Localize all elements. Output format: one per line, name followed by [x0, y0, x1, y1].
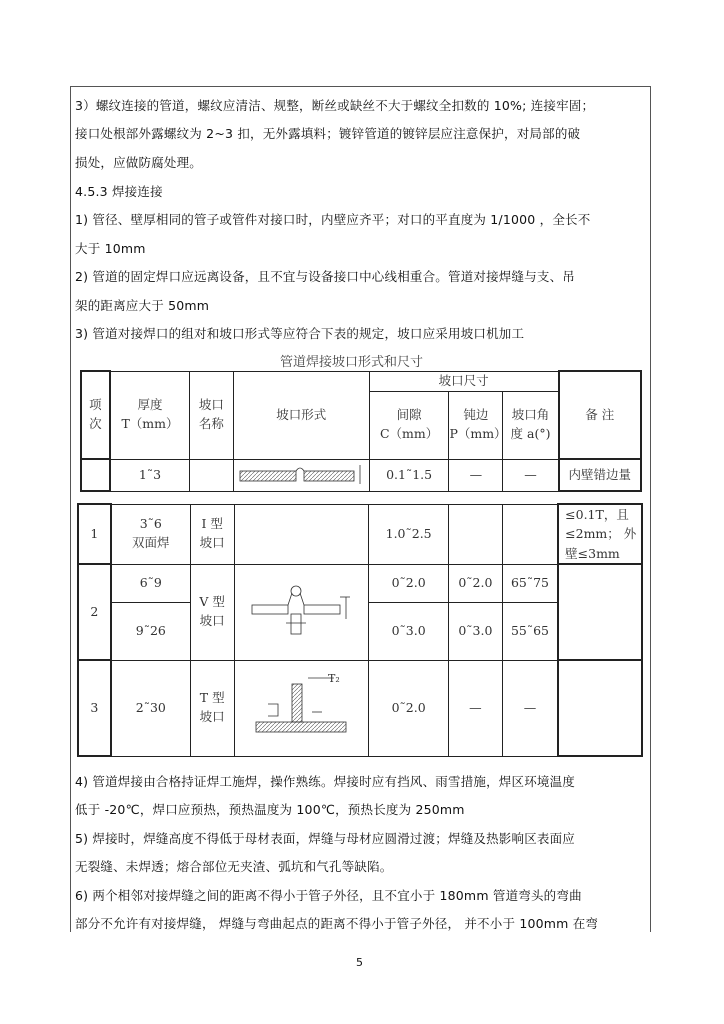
groove-table-body [77, 503, 643, 757]
paragraph-line: 无裂缝、未焊透；熔合部位无夹渣、弧坑和气孔等缺陷。 [75, 859, 393, 874]
t2-label: T₂ [328, 672, 341, 686]
header-item: 项 次 [81, 371, 110, 459]
row1-thickness: 3˜6 双面焊 [111, 504, 191, 564]
row2b-gap: 0˜3.0 [369, 602, 449, 660]
row2-remark [558, 564, 642, 660]
row0-groove-diagram [233, 459, 369, 491]
row1-index: 1 [78, 504, 111, 564]
row1-angle [502, 504, 558, 564]
header-thickness: 厚度 T（mm） [110, 371, 190, 459]
row1-groove-diagram [234, 504, 369, 564]
row2-groove-diagram [234, 564, 369, 660]
paragraph-line: 损处，应做防腐处理。 [75, 155, 203, 170]
paragraph-line: 1) 管径、壁厚相同的管子或管件对接口时，内壁应齐平；对口的平直度为 1/1000 ，全长不 [75, 212, 591, 227]
table-caption: 管道焊接坡口形式和尺寸 [280, 355, 424, 370]
paragraph-line: 接口处根部外露螺纹为 2~3 扣，无外露填料；镀锌管道的镀锌层应注意保护，对局部的破 [75, 126, 581, 141]
row0-gap: 0.1˜1.5 [369, 459, 449, 491]
header-groove-name: 坡口 名称 [190, 371, 234, 459]
header-groove-size: 坡口尺寸 [369, 371, 558, 391]
row3-blunt: — [448, 660, 502, 756]
row2a-angle: 65˜75 [502, 564, 558, 602]
paragraph-line: 架的距离应大于 50mm [75, 298, 210, 313]
row2b-thickness: 9˜26 [111, 602, 191, 660]
row1-name: I 型 坡口 [190, 504, 234, 564]
row0-blunt: — [449, 459, 503, 491]
paragraph-line: 5) 焊接时，焊缝高度不得低于母材表面，焊缝与母材应圆滑过渡；焊缝及热影响区表面应 [75, 831, 576, 846]
row3-thickness: 2˜30 [111, 660, 191, 756]
page-number: 5 [356, 956, 363, 969]
row3-angle: — [502, 660, 558, 756]
paragraph-line: 部分不允许有对接焊缝， 焊缝与弯曲起点的距离不得小于管子外径， 并不小于 100mm 在弯 [75, 916, 599, 931]
row2a-gap: 0˜2.0 [369, 564, 449, 602]
header-remark: 备 注 [559, 371, 641, 459]
row3-index: 3 [78, 660, 111, 756]
paragraph-line: 3）螺纹连接的管道，螺纹应清洁、规整，断丝或缺丝不大于螺纹全扣数的 10%; 连接牢固； [75, 98, 595, 113]
header-gap: 间隙 C（mm） [369, 391, 449, 459]
row0-index [81, 459, 110, 491]
row2a-blunt: 0˜2.0 [448, 564, 502, 602]
row3-groove-diagram [234, 660, 369, 756]
row3-name: T 型 坡口 [190, 660, 234, 756]
row1-gap: 1.0˜2.5 [369, 504, 449, 564]
row0-remark: 内壁错边量 [559, 459, 641, 491]
row3-remark [558, 660, 642, 756]
row2b-blunt: 0˜3.0 [448, 602, 502, 660]
row1-blunt [448, 504, 502, 564]
groove-table-header [80, 370, 642, 492]
t-groove-diagram [246, 668, 356, 748]
paragraph-line: 2) 管道的固定焊口应远离设备，且不宜与设备接口中心线相重合。管道对接焊缝与支、吊 [75, 269, 576, 284]
paragraph-line: 6) 两个相邻对接焊缝之间的距离不得小于管子外径，且不宜小于 180mm 管道弯头的弯曲 [75, 888, 582, 903]
v-groove-diagram [246, 579, 356, 645]
row0-angle: — [503, 459, 559, 491]
row2b-angle: 55˜65 [502, 602, 558, 660]
header-groove-form: 坡口形式 [233, 371, 369, 459]
header-blunt: 钝边 P（mm） [449, 391, 503, 459]
row3-gap: 0˜2.0 [369, 660, 449, 756]
butt-joint-diagram [236, 462, 366, 488]
row2-index: 2 [78, 564, 111, 660]
row0-thickness: 1˜3 [110, 459, 190, 491]
row1-remark: ≤0.1T，且 ≤2mm； 外 壁≤3mm [558, 504, 642, 564]
paragraph-line: 4) 管道焊接由合格持证焊工施焊，操作熟练。焊接时应有挡风、雨雪措施，焊区环境温度 [75, 774, 576, 789]
row0-name [190, 459, 234, 491]
paragraph-line: 大于 10mm [75, 241, 146, 256]
row2-name: V 型 坡口 [190, 564, 234, 660]
paragraph-line: 3) 管道对接焊口的组对和坡口形式等应符合下表的规定，坡口应采用坡口机加工 [75, 326, 525, 341]
row2a-thickness: 6˜9 [111, 564, 191, 602]
section-heading: 4.5.3 焊接连接 [75, 184, 163, 199]
paragraph-line: 低于 -20℃，焊口应预热，预热温度为 100℃，预热长度为 250mm [75, 802, 465, 817]
header-angle: 坡口角 度 a(°) [503, 391, 559, 459]
